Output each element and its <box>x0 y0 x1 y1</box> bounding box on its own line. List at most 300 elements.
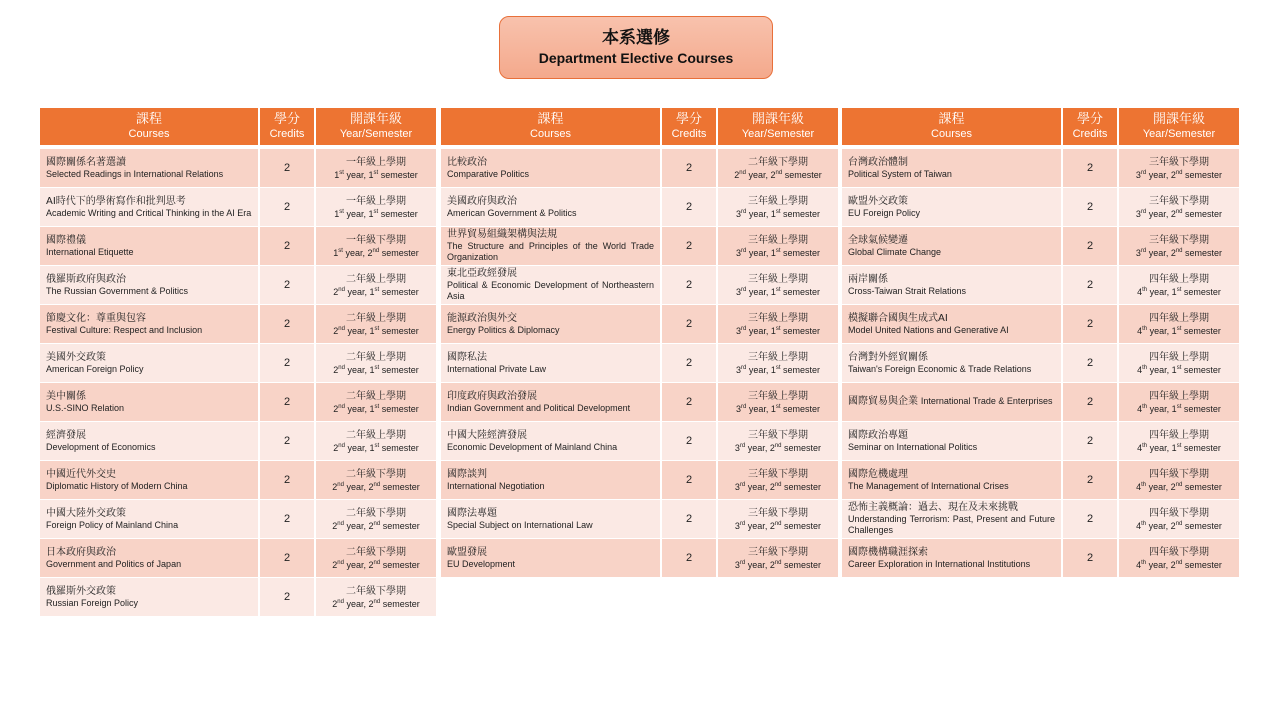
course-name-en: Career Exploration in International Institutions <box>848 558 1031 569</box>
column-header-course-zh: 課程 <box>135 111 162 127</box>
column-header-credits-en: Credits <box>671 127 707 140</box>
year-semester-cell <box>316 422 436 461</box>
year-semester-en: 4th year, 2nd semester <box>1136 520 1222 531</box>
semester-label: semester <box>381 403 419 414</box>
year-semester-cell <box>718 149 838 188</box>
course-name-cell <box>441 422 662 461</box>
course-name-zh: AI時代下的學術寫作和批判思考 <box>46 195 186 207</box>
year-semester-en: 3rd year, 1st semester <box>735 325 821 336</box>
semester-number: 1 <box>770 403 776 414</box>
credits-cell: 2 <box>1063 188 1119 227</box>
year-semester-zh: 四年級上學期 <box>1149 312 1209 324</box>
table-row <box>40 344 436 383</box>
semester-number: 2 <box>368 520 374 531</box>
credits-cell: 2 <box>260 383 316 422</box>
year-ordinal: nd <box>338 325 345 332</box>
year-label: year <box>347 364 365 375</box>
course-name-cell <box>40 266 260 305</box>
year-semester-cell <box>1119 266 1239 305</box>
semester-number: 1 <box>368 208 374 219</box>
year-semester-cell <box>718 266 838 305</box>
credits-cell: 2 <box>662 344 718 383</box>
course-name-en: Economic Development of Mainland China <box>447 441 618 452</box>
course-name-cell <box>842 188 1063 227</box>
credits-cell: 2 <box>1063 227 1119 266</box>
year-label: year <box>347 403 365 414</box>
course-name-en: Comparative Politics <box>447 168 530 179</box>
course-name-en: Selected Readings in International Relations <box>46 168 224 179</box>
year-semester-cell <box>316 188 436 227</box>
semester-ordinal: st <box>775 325 781 332</box>
year-label: year <box>1149 286 1167 297</box>
course-name-en: Global Climate Change <box>848 246 942 257</box>
semester-number: 1 <box>369 364 375 375</box>
semester-ordinal: nd <box>1175 247 1183 254</box>
year-semester-en: 2nd year, 2nd semester <box>332 559 420 570</box>
year-semester-en: 4th year, 1st semester <box>1137 442 1221 453</box>
year-semester-zh: 二年級下學期 <box>346 507 406 519</box>
course-name-cell <box>842 422 1063 461</box>
course-name-zh: 台灣對外經貿關係 <box>848 351 928 363</box>
semester-ordinal: st <box>374 364 380 371</box>
course-name-zh: 歐盟外交政策 <box>848 195 908 207</box>
year-number: 3 <box>735 286 741 297</box>
column-header-credits <box>1063 108 1119 145</box>
semester-label: semester <box>784 481 822 492</box>
table-row <box>40 500 436 539</box>
course-name-inline <box>848 396 1055 408</box>
course-name-en: Cross-Taiwan Strait Relations <box>848 285 967 296</box>
year-ordinal: rd <box>739 559 746 566</box>
year-semester-en: 3rd year, 1st semester <box>735 247 821 258</box>
course-name-en: The Structure and Principles of the World Trade Organization <box>447 241 654 262</box>
year-label: year <box>1149 403 1167 414</box>
year-label: year <box>748 364 766 375</box>
year-semester-zh: 三年級上學期 <box>748 273 808 285</box>
course-name-cell <box>40 383 260 422</box>
year-ordinal: rd <box>740 403 747 410</box>
year-label: year <box>1148 559 1166 570</box>
year-label: year <box>1148 520 1166 531</box>
semester-ordinal: st <box>374 286 380 293</box>
year-label: year <box>747 559 765 570</box>
course-name-zh: 國際危機處理 <box>848 468 908 480</box>
year-label: year <box>1149 442 1167 453</box>
year-number: 3 <box>734 559 740 570</box>
year-semester-cell <box>1119 461 1239 500</box>
semester-ordinal: st <box>775 364 781 371</box>
column-header-credits-en: Credits <box>1072 127 1108 140</box>
table-row <box>40 578 436 617</box>
year-ordinal: rd <box>739 520 746 527</box>
course-name-en: U.S.-SINO Relation <box>46 402 125 413</box>
semester-ordinal: nd <box>373 559 381 566</box>
course-name-zh: 印度政府與政治發展 <box>447 390 537 402</box>
year-semester-zh: 三年級下學期 <box>748 429 808 441</box>
semester-number: 2 <box>769 481 775 492</box>
semester-label: semester <box>784 520 822 531</box>
semester-number: 1 <box>369 442 375 453</box>
semester-number: 1 <box>1171 325 1177 336</box>
course-name-cell <box>441 266 662 305</box>
year-semester-en: 3rd year, 2nd semester <box>734 481 822 492</box>
course-name-zh: 能源政治與外交 <box>447 312 517 324</box>
year-semester-en: 3rd year, 1st semester <box>735 403 821 414</box>
year-number: 4 <box>1136 520 1142 531</box>
year-semester-zh: 二年級上學期 <box>346 312 406 324</box>
course-name-zh: 兩岸關係 <box>848 273 888 285</box>
course-name-cell <box>842 227 1063 266</box>
course-table-2 <box>441 108 838 578</box>
semester-number: 2 <box>770 169 776 180</box>
year-ordinal: rd <box>740 325 747 332</box>
semester-label: semester <box>381 364 419 375</box>
year-number: 3 <box>735 208 741 219</box>
semester-ordinal: nd <box>1175 559 1183 566</box>
year-label: year <box>748 247 766 258</box>
semester-label: semester <box>381 325 419 336</box>
credits-cell: 2 <box>260 578 316 617</box>
credits-cell: 2 <box>1063 344 1119 383</box>
credits-cell: 2 <box>260 305 316 344</box>
column-header-credits <box>662 108 718 145</box>
course-name-cell <box>842 461 1063 500</box>
course-name-en: International Private Law <box>447 363 547 374</box>
year-ordinal: nd <box>338 364 345 371</box>
semester-number: 2 <box>1170 520 1176 531</box>
semester-ordinal: st <box>1176 286 1182 293</box>
course-name-en: Seminar on International Politics <box>848 441 978 452</box>
course-name-cell <box>842 539 1063 578</box>
course-name-en: International Negotiation <box>447 480 545 491</box>
title-box <box>499 16 773 79</box>
semester-ordinal: nd <box>1175 208 1183 215</box>
year-semester-zh: 三年級上學期 <box>748 390 808 402</box>
semester-label: semester <box>381 247 419 258</box>
course-name-en: Development of Economics <box>46 441 156 452</box>
course-name-cell <box>842 305 1063 344</box>
semester-label: semester <box>1184 559 1222 570</box>
semester-number: 1 <box>770 247 776 258</box>
course-name-en: Foreign Policy of Mainland China <box>46 519 179 530</box>
semester-ordinal: st <box>1176 325 1182 332</box>
semester-ordinal: nd <box>774 520 782 527</box>
year-ordinal: th <box>1142 442 1148 449</box>
semester-ordinal: nd <box>775 169 783 176</box>
semester-ordinal: nd <box>1175 520 1183 527</box>
year-label: year <box>346 598 364 609</box>
semester-ordinal: nd <box>774 442 782 449</box>
year-semester-cell <box>1119 149 1239 188</box>
course-name-zh: 中國大陸外交政策 <box>46 507 126 519</box>
semester-ordinal: st <box>775 208 781 215</box>
semester-number: 1 <box>369 403 375 414</box>
semester-number: 2 <box>1170 208 1176 219</box>
column-header-credits <box>260 108 316 145</box>
year-semester-cell <box>316 461 436 500</box>
credits-cell: 2 <box>662 188 718 227</box>
table-row <box>441 383 838 422</box>
year-label: year <box>748 208 766 219</box>
semester-ordinal: st <box>374 442 380 449</box>
course-name-cell <box>441 539 662 578</box>
year-semester-en: 2nd year, 1st semester <box>333 325 419 336</box>
year-label: year <box>748 325 766 336</box>
course-name-cell <box>441 344 662 383</box>
year-semester-zh: 三年級上學期 <box>748 195 808 207</box>
semester-label: semester <box>1183 364 1221 375</box>
semester-label: semester <box>784 169 822 180</box>
year-semester-en: 2nd year, 2nd semester <box>332 481 420 492</box>
credits-cell: 2 <box>662 539 718 578</box>
year-semester-zh: 一年級上學期 <box>346 195 406 207</box>
year-semester-cell <box>316 500 436 539</box>
semester-ordinal: st <box>373 208 379 215</box>
year-semester-cell <box>316 578 436 617</box>
course-name-zh: 國際政治專題 <box>848 429 908 441</box>
year-semester-cell <box>1119 422 1239 461</box>
year-label: year <box>747 520 765 531</box>
course-name-zh: 台灣政治體制 <box>848 156 908 168</box>
course-name-zh: 日本政府與政治 <box>46 546 116 558</box>
year-label: year <box>747 481 765 492</box>
year-ordinal: nd <box>337 559 344 566</box>
year-ordinal: th <box>1142 403 1148 410</box>
table-row <box>40 422 436 461</box>
credits-cell: 2 <box>260 149 316 188</box>
semester-ordinal: st <box>775 286 781 293</box>
year-semester-zh: 三年級上學期 <box>748 351 808 363</box>
table-row <box>842 266 1239 305</box>
semester-number: 1 <box>770 325 776 336</box>
year-number: 2 <box>333 403 339 414</box>
course-name-cell <box>441 383 662 422</box>
year-semester-cell <box>1119 500 1239 539</box>
year-ordinal: nd <box>338 403 345 410</box>
year-number: 1 <box>334 208 340 219</box>
year-semester-en: 2nd year, 1st semester <box>333 403 419 414</box>
course-name-zh: 全球氣候變遷 <box>848 234 908 246</box>
course-name-zh: 中國大陸經濟發展 <box>447 429 527 441</box>
year-label: year <box>347 286 365 297</box>
year-semester-cell <box>1119 305 1239 344</box>
year-number: 2 <box>332 520 338 531</box>
column-header-credits-zh: 學分 <box>675 111 702 127</box>
course-name-en: Understanding Terrorism: Past, Present and Future Challenges <box>848 514 1055 535</box>
semester-number: 1 <box>770 286 776 297</box>
semester-number: 1 <box>1171 403 1177 414</box>
year-number: 2 <box>333 442 339 453</box>
year-number: 2 <box>333 325 339 336</box>
table-row <box>842 149 1239 188</box>
year-ordinal: th <box>1142 325 1148 332</box>
year-ordinal: th <box>1142 364 1148 371</box>
table-row <box>40 149 436 188</box>
course-name-en: Energy Politics & Diplomacy <box>447 324 560 335</box>
year-semester-zh: 二年級上學期 <box>346 429 406 441</box>
credits-cell: 2 <box>1063 149 1119 188</box>
year-ordinal: nd <box>338 286 345 293</box>
semester-number: 1 <box>369 325 375 336</box>
semester-label: semester <box>784 442 822 453</box>
semester-label: semester <box>783 286 821 297</box>
year-semester-en: 1st year, 1st semester <box>334 169 418 180</box>
table-row <box>441 305 838 344</box>
course-name-zh: 國際禮儀 <box>46 234 86 246</box>
course-name-zh: 美中關係 <box>46 390 86 402</box>
year-ordinal: st <box>339 208 344 215</box>
year-semester-cell <box>316 305 436 344</box>
semester-number: 2 <box>368 559 374 570</box>
column-header-credits-en: Credits <box>269 127 305 140</box>
semester-number: 2 <box>1170 481 1176 492</box>
column-header-course-en: Courses <box>530 127 571 140</box>
year-semester-en: 4th year, 1st semester <box>1137 286 1221 297</box>
table-row <box>40 461 436 500</box>
credits-cell: 2 <box>662 227 718 266</box>
year-number: 4 <box>1137 442 1143 453</box>
table-row <box>441 266 838 305</box>
year-semester-zh: 三年級下學期 <box>1149 234 1209 246</box>
course-name-en: American Government & Politics <box>447 207 577 218</box>
course-name-cell <box>40 461 260 500</box>
semester-label: semester <box>783 364 821 375</box>
year-semester-zh: 二年級下學期 <box>346 585 406 597</box>
course-name-cell <box>40 539 260 578</box>
credits-cell: 2 <box>260 227 316 266</box>
course-name-cell <box>40 422 260 461</box>
year-semester-cell <box>1119 188 1239 227</box>
course-name-en: American Foreign Policy <box>46 363 144 374</box>
year-semester-cell <box>1119 227 1239 266</box>
year-ordinal: th <box>1141 520 1147 527</box>
semester-label: semester <box>382 598 420 609</box>
year-label: year <box>748 403 766 414</box>
year-semester-zh: 三年級下學期 <box>1149 156 1209 168</box>
year-semester-zh: 二年級上學期 <box>346 390 406 402</box>
year-semester-zh: 二年級上學期 <box>346 351 406 363</box>
column-header-year-semester-en: Year/Semester <box>339 127 413 140</box>
year-semester-en: 3rd year, 1st semester <box>735 364 821 375</box>
semester-ordinal: st <box>775 403 781 410</box>
year-semester-cell <box>718 422 838 461</box>
semester-label: semester <box>382 520 420 531</box>
semester-ordinal: nd <box>1175 169 1183 176</box>
year-number: 4 <box>1137 403 1143 414</box>
year-label: year <box>346 559 364 570</box>
table-row <box>40 188 436 227</box>
year-ordinal: rd <box>739 442 746 449</box>
course-name-cell <box>842 344 1063 383</box>
year-number: 2 <box>333 286 339 297</box>
table-row <box>40 539 436 578</box>
year-semester-en: 2nd year, 2nd semester <box>332 520 420 531</box>
year-number: 4 <box>1137 325 1143 336</box>
year-semester-en: 3rd year, 1st semester <box>735 208 821 219</box>
year-label: year <box>346 481 364 492</box>
credits-cell: 2 <box>1063 305 1119 344</box>
semester-number: 2 <box>368 598 374 609</box>
year-semester-en: 2nd year, 1st semester <box>333 364 419 375</box>
semester-ordinal: st <box>374 403 380 410</box>
credits-cell: 2 <box>662 500 718 539</box>
year-ordinal: rd <box>740 247 747 254</box>
year-semester-zh: 二年級下學期 <box>346 546 406 558</box>
year-label: year <box>1148 208 1166 219</box>
table-row <box>842 227 1239 266</box>
year-semester-zh: 三年級上學期 <box>748 312 808 324</box>
year-number: 3 <box>1135 247 1141 258</box>
year-semester-zh: 三年級上學期 <box>748 234 808 246</box>
course-name-cell <box>441 227 662 266</box>
semester-number: 2 <box>1170 247 1176 258</box>
year-semester-zh: 二年級下學期 <box>346 468 406 480</box>
credits-cell: 2 <box>260 500 316 539</box>
course-name-en: Political System of Taiwan <box>848 168 952 179</box>
credits-cell: 2 <box>662 461 718 500</box>
year-label: year <box>1149 325 1167 336</box>
column-header-course-en: Courses <box>128 127 170 140</box>
semester-label: semester <box>1183 325 1221 336</box>
year-ordinal: nd <box>337 598 344 605</box>
semester-label: semester <box>1183 286 1221 297</box>
course-table-1 <box>40 108 436 617</box>
credits-cell: 2 <box>260 344 316 383</box>
year-semester-cell <box>1119 539 1239 578</box>
semester-label: semester <box>783 208 821 219</box>
year-label: year <box>1149 364 1167 375</box>
year-semester-cell <box>316 227 436 266</box>
semester-number: 2 <box>769 559 775 570</box>
semester-ordinal: nd <box>774 559 782 566</box>
semester-ordinal: nd <box>1175 481 1183 488</box>
course-name-en: Special Subject on International Law <box>447 519 593 530</box>
column-header-year-semester-zh: 開課年級 <box>751 111 804 127</box>
year-label: year <box>346 520 364 531</box>
year-label: year <box>347 442 365 453</box>
table-row <box>842 344 1239 383</box>
year-semester-zh: 四年級上學期 <box>1149 273 1209 285</box>
course-name-cell <box>441 461 662 500</box>
table-row <box>441 461 838 500</box>
table-row <box>40 305 436 344</box>
page-title-zh: 本系選修 <box>602 28 670 48</box>
column-header-credits-zh: 學分 <box>1076 111 1103 127</box>
credits-cell: 2 <box>662 149 718 188</box>
course-name-cell <box>40 500 260 539</box>
year-semester-zh: 四年級上學期 <box>1149 390 1209 402</box>
semester-label: semester <box>1184 481 1222 492</box>
table-row <box>441 500 838 539</box>
year-semester-zh: 三年級下學期 <box>1149 195 1209 207</box>
year-ordinal: rd <box>739 481 746 488</box>
year-semester-zh: 四年級上學期 <box>1149 429 1209 441</box>
year-number: 2 <box>332 559 338 570</box>
semester-label: semester <box>382 559 420 570</box>
year-semester-en: 4th year, 2nd semester <box>1136 559 1222 570</box>
course-name-zh: 國際關係名著選讀 <box>46 156 126 168</box>
semester-label: semester <box>380 208 418 219</box>
year-number: 3 <box>735 403 741 414</box>
course-name-zh: 恐怖主義概論：過去、現在及未來挑戰 <box>848 502 1018 513</box>
semester-number: 2 <box>1170 169 1176 180</box>
year-ordinal: nd <box>337 481 344 488</box>
year-semester-en: 1st year, 2nd semester <box>333 247 419 258</box>
course-name-zh: 歐盟發展 <box>447 546 487 558</box>
year-number: 3 <box>734 481 740 492</box>
course-name-en: The Russian Government & Politics <box>46 285 189 296</box>
page-title-en: Department Elective Courses <box>538 50 734 66</box>
